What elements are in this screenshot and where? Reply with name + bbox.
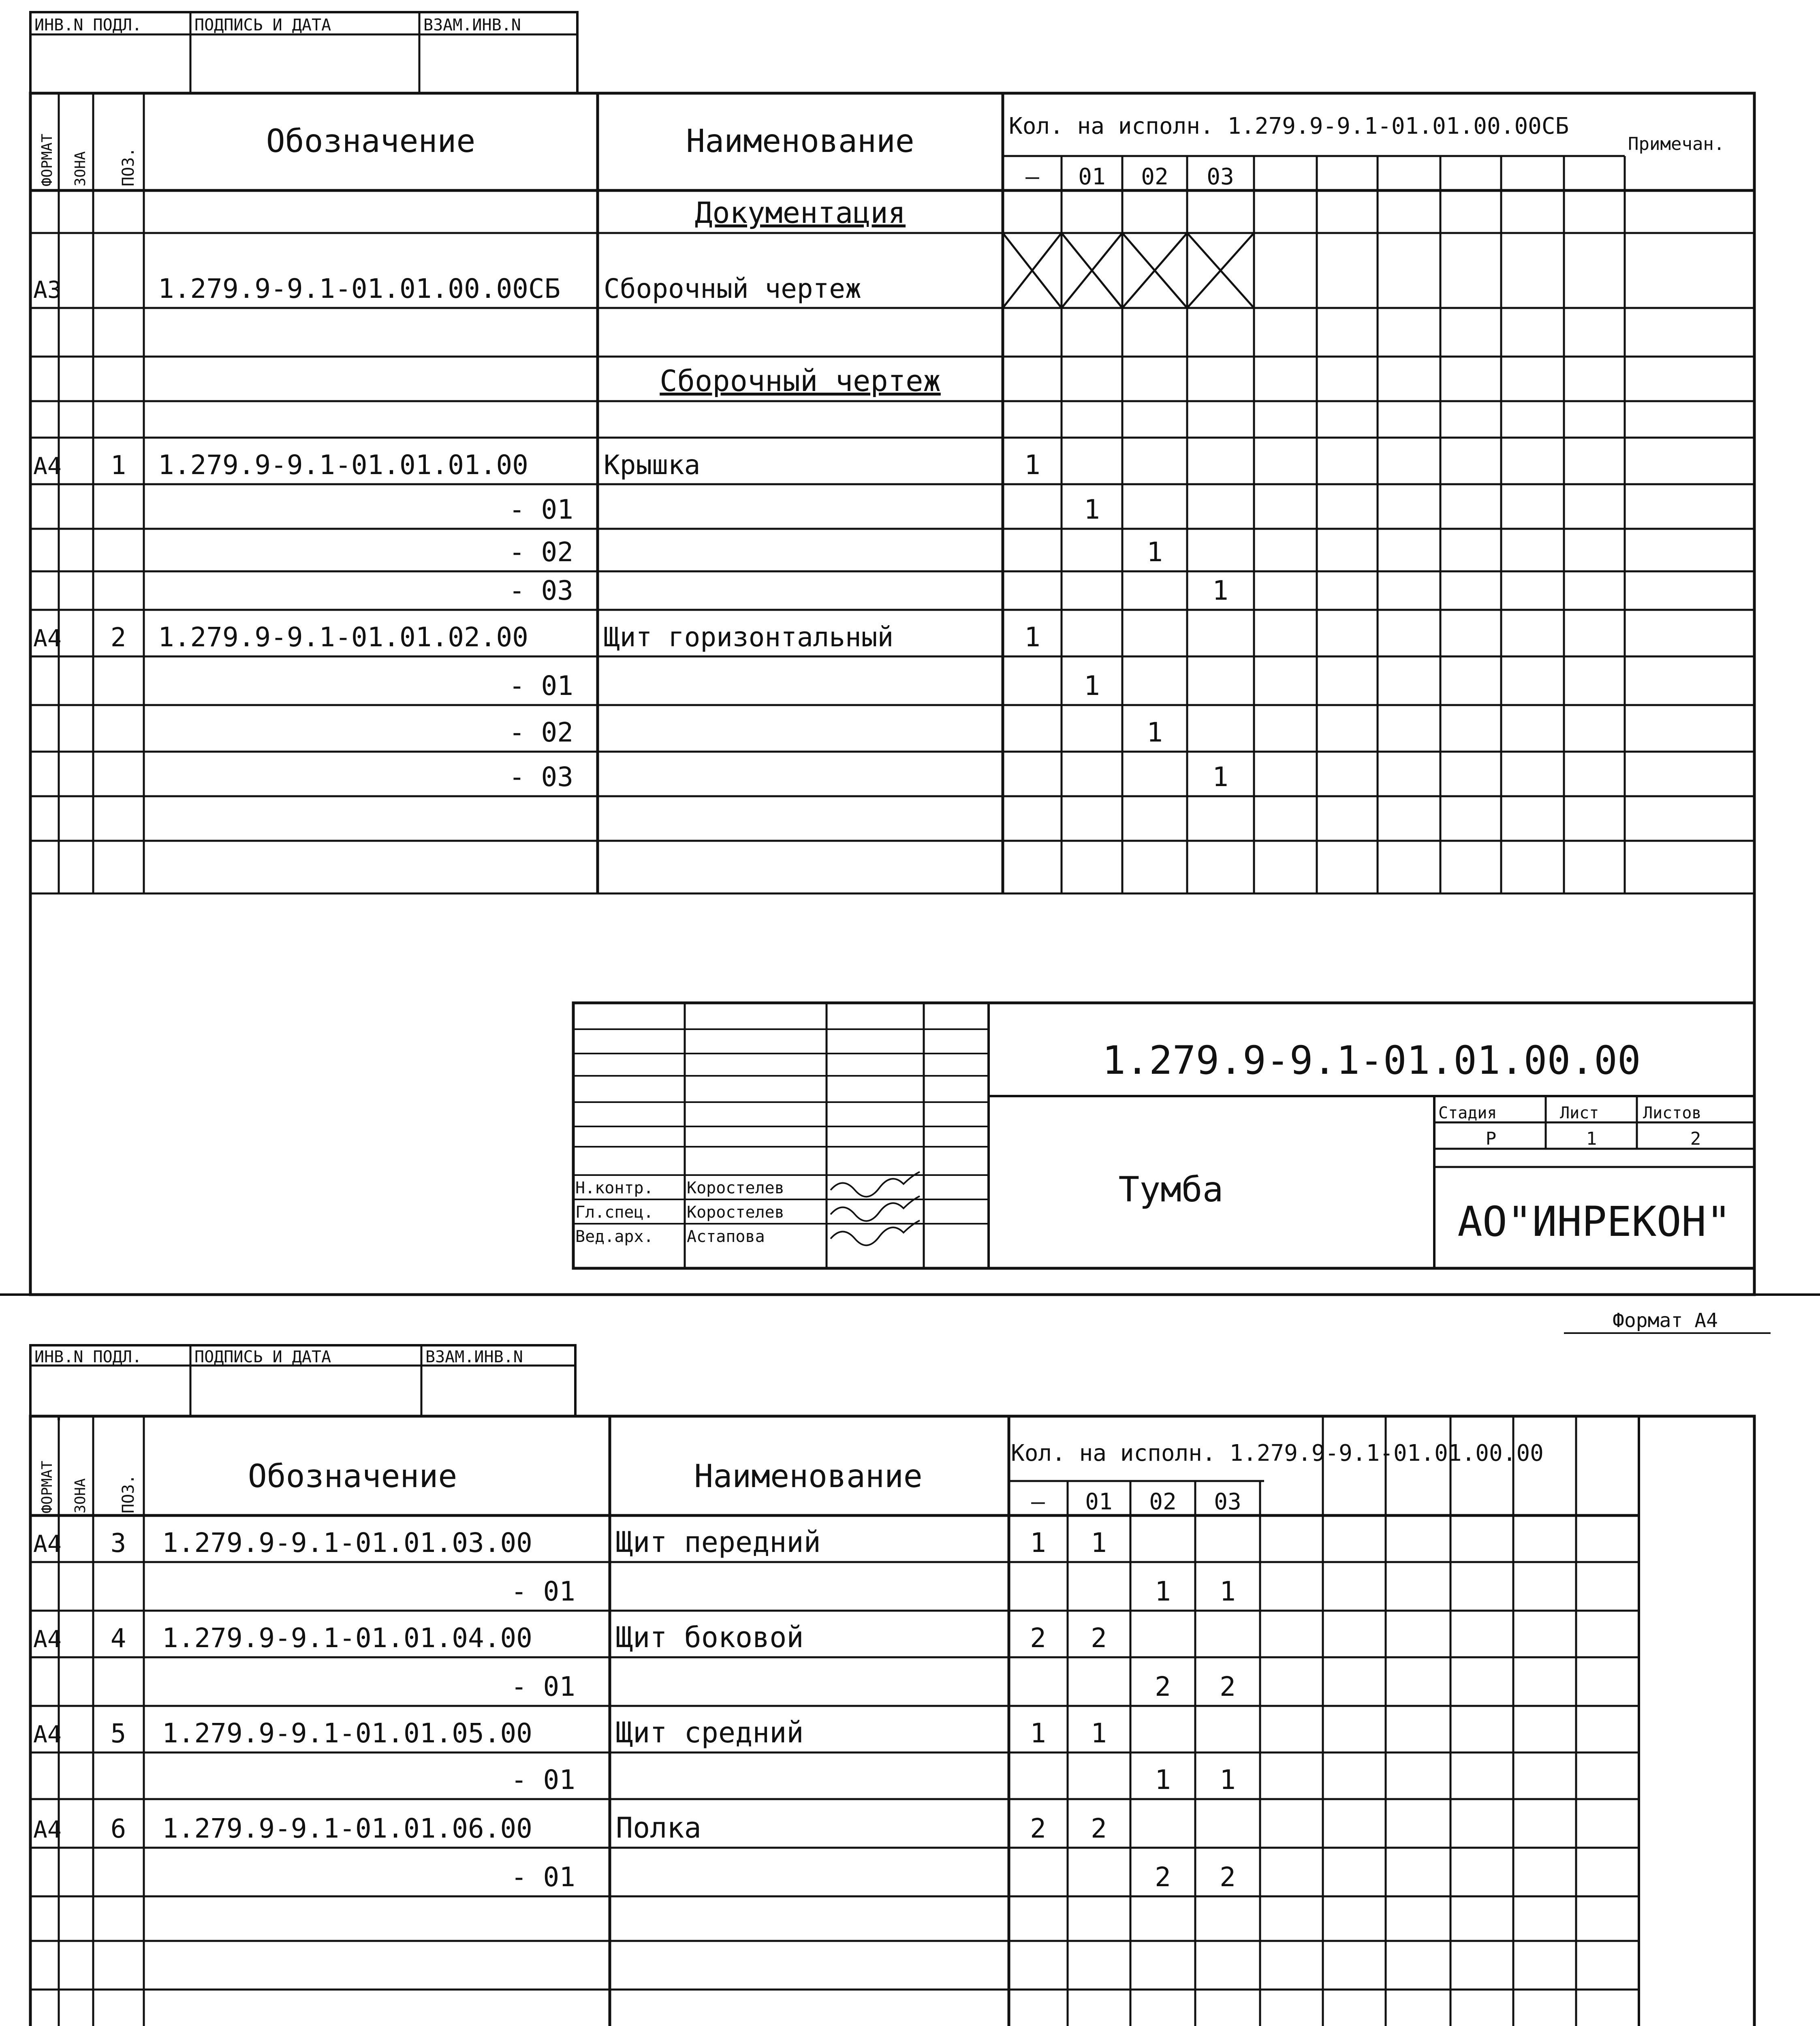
signature-role: Вед.арх. xyxy=(575,1227,654,1246)
format-label: Формат А4 xyxy=(1612,1309,1718,1332)
company-name: АО"ИНРЕКОН" xyxy=(1457,1198,1731,1246)
col-header-qty: Кол. на исполн. 1.279.9-9.1-01.01.00.00 xyxy=(1011,1440,1544,1466)
variant-header: 01 xyxy=(1085,1489,1113,1515)
stage-label: Стадия xyxy=(1438,1104,1497,1122)
cell-pos: 5 xyxy=(110,1719,126,1749)
signature-name: Коростелев xyxy=(687,1179,784,1197)
col-header-format: ФОРМАТ xyxy=(39,133,56,186)
inventory-label: ПОДПИСЬ И ДАТА xyxy=(194,1348,331,1366)
cell-name: Щит горизонтальный xyxy=(604,622,894,653)
signature-name: Коростелев xyxy=(687,1203,784,1222)
document-title: Тумба xyxy=(1118,1169,1224,1210)
signature-name: Астапова xyxy=(687,1227,765,1246)
cell-name: Сборочный чертеж xyxy=(604,273,861,304)
cell-qty: 2 xyxy=(1030,1813,1046,1844)
inventory-label: ПОДПИСЬ И ДАТА xyxy=(194,16,331,34)
variant-header: 01 xyxy=(1078,164,1106,190)
col-header-qty: Кол. на исполн. 1.279.9-9.1-01.01.00.00СБ xyxy=(1009,113,1569,139)
sheets-value: 2 xyxy=(1690,1128,1701,1149)
sheet2-inventory-header xyxy=(30,1345,575,1416)
cell-qty: 1 xyxy=(1155,1576,1171,1607)
sheets-label: Листов xyxy=(1643,1104,1702,1122)
col-header-name: Наименование xyxy=(686,123,914,160)
cell-qty: 1 xyxy=(1155,1764,1171,1795)
cell-designation: 1.279.9-9.1-01.01.04.00 xyxy=(162,1622,532,1654)
cell-pos: 6 xyxy=(110,1814,126,1844)
cell-qty: 1 xyxy=(1091,1527,1107,1558)
section-heading: Документация xyxy=(694,196,906,230)
cell-qty: 2 xyxy=(1155,1861,1171,1893)
cell-format: А4 xyxy=(33,1530,62,1558)
cell-designation: - 02 xyxy=(509,536,573,568)
cell-qty: 1 xyxy=(1220,1576,1236,1607)
cell-qty: 2 xyxy=(1030,1622,1046,1654)
cell-name: Щит боковой xyxy=(616,1621,804,1654)
cell-name: Крышка xyxy=(604,449,701,481)
inventory-label: ИНВ.N ПОДЛ. xyxy=(34,1348,142,1366)
section-heading: Сборочный чертеж xyxy=(660,364,941,398)
cell-qty: 1 xyxy=(1212,761,1228,793)
cell-designation: 1.279.9-9.1-01.01.05.00 xyxy=(162,1718,532,1749)
sheet2-spec-rows xyxy=(33,1526,1236,1893)
cell-designation: - 01 xyxy=(511,1671,575,1702)
col-header-designation: Обозначение xyxy=(248,1458,457,1495)
col-header-name: Наименование xyxy=(694,1458,923,1495)
cell-qty: 2 xyxy=(1220,1671,1236,1702)
stage-value: Р xyxy=(1485,1128,1497,1149)
cell-designation: - 02 xyxy=(509,717,573,748)
cell-qty: 1 xyxy=(1030,1527,1046,1558)
cell-designation: 1.279.9-9.1-01.01.06.00 xyxy=(162,1813,532,1844)
cell-designation: - 01 xyxy=(511,1576,575,1607)
sheet1-inventory-header xyxy=(30,12,577,93)
inventory-label: ВЗАМ.ИНВ.N xyxy=(423,16,521,34)
cell-designation: - 03 xyxy=(509,575,573,606)
col-header-pos: ПОЗ. xyxy=(119,1474,138,1513)
col-header-note: Примечан. xyxy=(1628,134,1725,154)
cell-format: А3 xyxy=(33,276,62,303)
variant-header: — xyxy=(1031,1489,1045,1515)
col-header-format: ФОРМАТ xyxy=(39,1460,56,1513)
cell-qty: 1 xyxy=(1212,575,1228,606)
cell-qty: 2 xyxy=(1155,1671,1171,1702)
cell-qty: 1 xyxy=(1147,717,1163,748)
variant-header: 02 xyxy=(1149,1489,1177,1515)
cell-pos: 4 xyxy=(110,1624,126,1654)
cell-qty: 1 xyxy=(1147,536,1163,568)
cell-qty: 2 xyxy=(1091,1622,1107,1654)
col-header-designation: Обозначение xyxy=(266,123,476,160)
document-code: 1.279.9-9.1-01.01.00.00 xyxy=(1102,1038,1641,1083)
sheet-label: Лист xyxy=(1560,1104,1599,1122)
cell-qty: 1 xyxy=(1091,1718,1107,1749)
col-header-zone: ЗОНА xyxy=(72,151,89,186)
cell-qty: 1 xyxy=(1024,449,1040,481)
cell-name: Полка xyxy=(616,1811,701,1844)
cell-designation: - 01 xyxy=(509,494,573,525)
cell-designation: - 01 xyxy=(511,1764,575,1795)
cell-pos: 1 xyxy=(110,451,126,481)
cell-designation: - 01 xyxy=(511,1861,575,1893)
signature-role: Гл.спец. xyxy=(575,1203,654,1222)
cell-name: Щит передний xyxy=(616,1526,821,1559)
inventory-label: ВЗАМ.ИНВ.N xyxy=(425,1348,523,1366)
variant-header: — xyxy=(1025,164,1039,190)
sheet1-title-block xyxy=(0,1003,1820,1333)
cell-format: А4 xyxy=(33,624,62,652)
cell-qty: 1 xyxy=(1030,1718,1046,1749)
col-header-zone: ЗОНА xyxy=(72,1478,89,1513)
variant-header: 02 xyxy=(1141,164,1168,190)
cell-qty: 2 xyxy=(1091,1813,1107,1844)
cell-designation: 1.279.9-9.1-01.01.00.00СБ xyxy=(158,273,561,304)
cell-name: Щит средний xyxy=(616,1716,804,1749)
sheet-value: 1 xyxy=(1586,1128,1597,1149)
cell-designation: - 01 xyxy=(509,670,573,701)
cell-format: А4 xyxy=(33,1720,62,1748)
cell-format: А4 xyxy=(33,1625,62,1653)
cell-qty: 1 xyxy=(1084,494,1100,525)
cell-qty: 1 xyxy=(1024,622,1040,653)
cell-designation: 1.279.9-9.1-01.01.03.00 xyxy=(162,1527,532,1558)
col-header-pos: ПОЗ. xyxy=(119,147,138,186)
cell-pos: 3 xyxy=(110,1528,126,1558)
variant-header: 03 xyxy=(1207,164,1234,190)
cell-qty: 2 xyxy=(1220,1861,1236,1893)
sheet1-spec-rows xyxy=(33,196,1254,793)
signature-role: Н.контр. xyxy=(575,1179,654,1197)
cell-designation: 1.279.9-9.1-01.01.01.00 xyxy=(158,449,528,481)
cell-designation: - 03 xyxy=(509,761,573,793)
cell-format: А4 xyxy=(33,1816,62,1843)
cell-qty: 1 xyxy=(1220,1764,1236,1795)
inventory-label: ИНВ.N ПОДЛ. xyxy=(34,16,142,34)
cell-pos: 2 xyxy=(110,623,126,653)
cell-designation: 1.279.9-9.1-01.01.02.00 xyxy=(158,622,528,653)
variant-header: 03 xyxy=(1214,1489,1241,1515)
cell-qty: 1 xyxy=(1084,670,1100,701)
cell-format: А4 xyxy=(33,452,62,480)
